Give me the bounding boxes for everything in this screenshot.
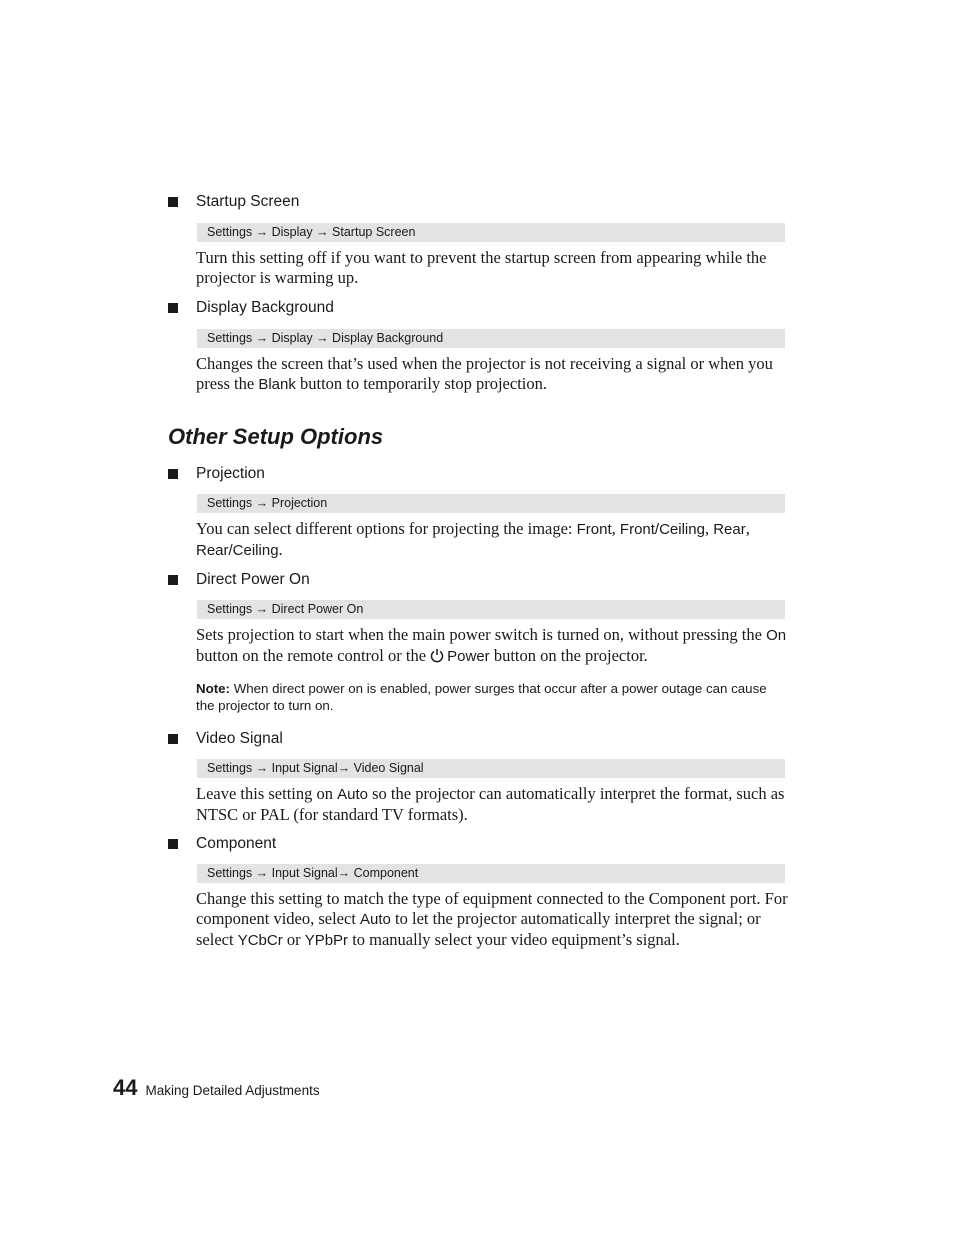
desc-text: button to temporarily stop projection. [299, 374, 547, 393]
setting-direct-power-on [168, 570, 788, 667]
ui-term: YCbCr [237, 932, 283, 949]
desc-text: Sets projection to start when the main power switch is turned on, without pressing the [196, 625, 762, 644]
bullet-icon [168, 197, 178, 207]
note [196, 680, 786, 714]
setting-description [196, 784, 788, 825]
ui-term: Front [576, 521, 612, 538]
setting-description [196, 889, 788, 951]
ui-term: Front/Ceiling [619, 521, 705, 538]
desc-text: Change this setting to match the type of equipment connected to the Component port. For component video, select [196, 889, 788, 928]
menu-path: Settings → Display → Startup Screen [197, 223, 785, 242]
note-text: When direct power on is enabled, power surges that occur after a power outage can cause the projector to turn on. [196, 681, 767, 713]
desc-text: to manually select your video equipment’s signal. [352, 930, 680, 949]
ui-term: Rear/Ceiling [196, 542, 279, 559]
menu-path: Settings → Projection [197, 494, 785, 513]
desc-text: Leave this setting on [196, 784, 334, 803]
setting-label: Startup Screen [196, 193, 300, 210]
page-footer [113, 1075, 320, 1101]
setting-label: Projection [196, 465, 265, 482]
setting-projection [168, 464, 788, 561]
bullet-icon [168, 303, 178, 313]
note-label: Note: [196, 681, 230, 696]
desc-text: so the projector can automatically interpret the format, such as NTSC or PAL (for standard TV formats). [196, 784, 785, 824]
desc-text: button on the projector. [493, 646, 648, 665]
setting-display-background [168, 298, 788, 395]
ui-term: YPbPr [304, 932, 349, 949]
ui-term: Power [447, 648, 490, 665]
menu-path: Settings → Direct Power On [197, 600, 785, 619]
ui-term: On [766, 627, 787, 644]
desc-text: to let the projector automatically interpret the signal; or select [196, 909, 761, 949]
setting-description [196, 354, 788, 395]
desc-text: or [286, 930, 301, 949]
setting-component [168, 834, 788, 951]
setting-description [196, 625, 788, 667]
bullet-icon [168, 575, 178, 585]
power-icon [430, 648, 444, 663]
setting-label: Video Signal [196, 730, 283, 747]
setting-description: You can select different options for projecting the image: Front, Front/Ceiling, Rear, Rear/Ceiling. [196, 519, 750, 559]
setting-label: Display Background [196, 299, 334, 316]
desc-text: button on the remote control or the [196, 646, 427, 665]
menu-path: Settings → Display → Display Background [197, 329, 785, 348]
setting-video-signal [168, 729, 788, 825]
chapter-title: Making Detailed Adjustments [145, 1083, 320, 1098]
ui-term: Blank [258, 376, 296, 393]
page-number: 44 [113, 1075, 138, 1100]
setting-label: Component [196, 835, 277, 852]
ui-term: Auto [360, 911, 391, 928]
bullet-icon [168, 734, 178, 744]
desc-text: You can select different options for projecting the image: [196, 519, 573, 538]
desc-text: Changes the screen that’s used when the projector is not receiving a signal or when you press the [196, 354, 773, 393]
ui-term: Rear [713, 521, 746, 538]
bullet-icon [168, 469, 178, 479]
setting-label: Direct Power On [196, 571, 310, 588]
menu-path: Settings → Input Signal→ Video Signal [197, 759, 785, 778]
setting-startup-screen [168, 192, 788, 288]
bullet-icon [168, 839, 178, 849]
menu-path: Settings → Input Signal→ Component [197, 864, 785, 883]
section-title: Other Setup Options [168, 424, 384, 449]
ui-term: Auto [337, 786, 368, 803]
setting-description: Turn this setting off if you want to prevent the startup screen from appearing while the projector is warming up. [196, 248, 767, 287]
